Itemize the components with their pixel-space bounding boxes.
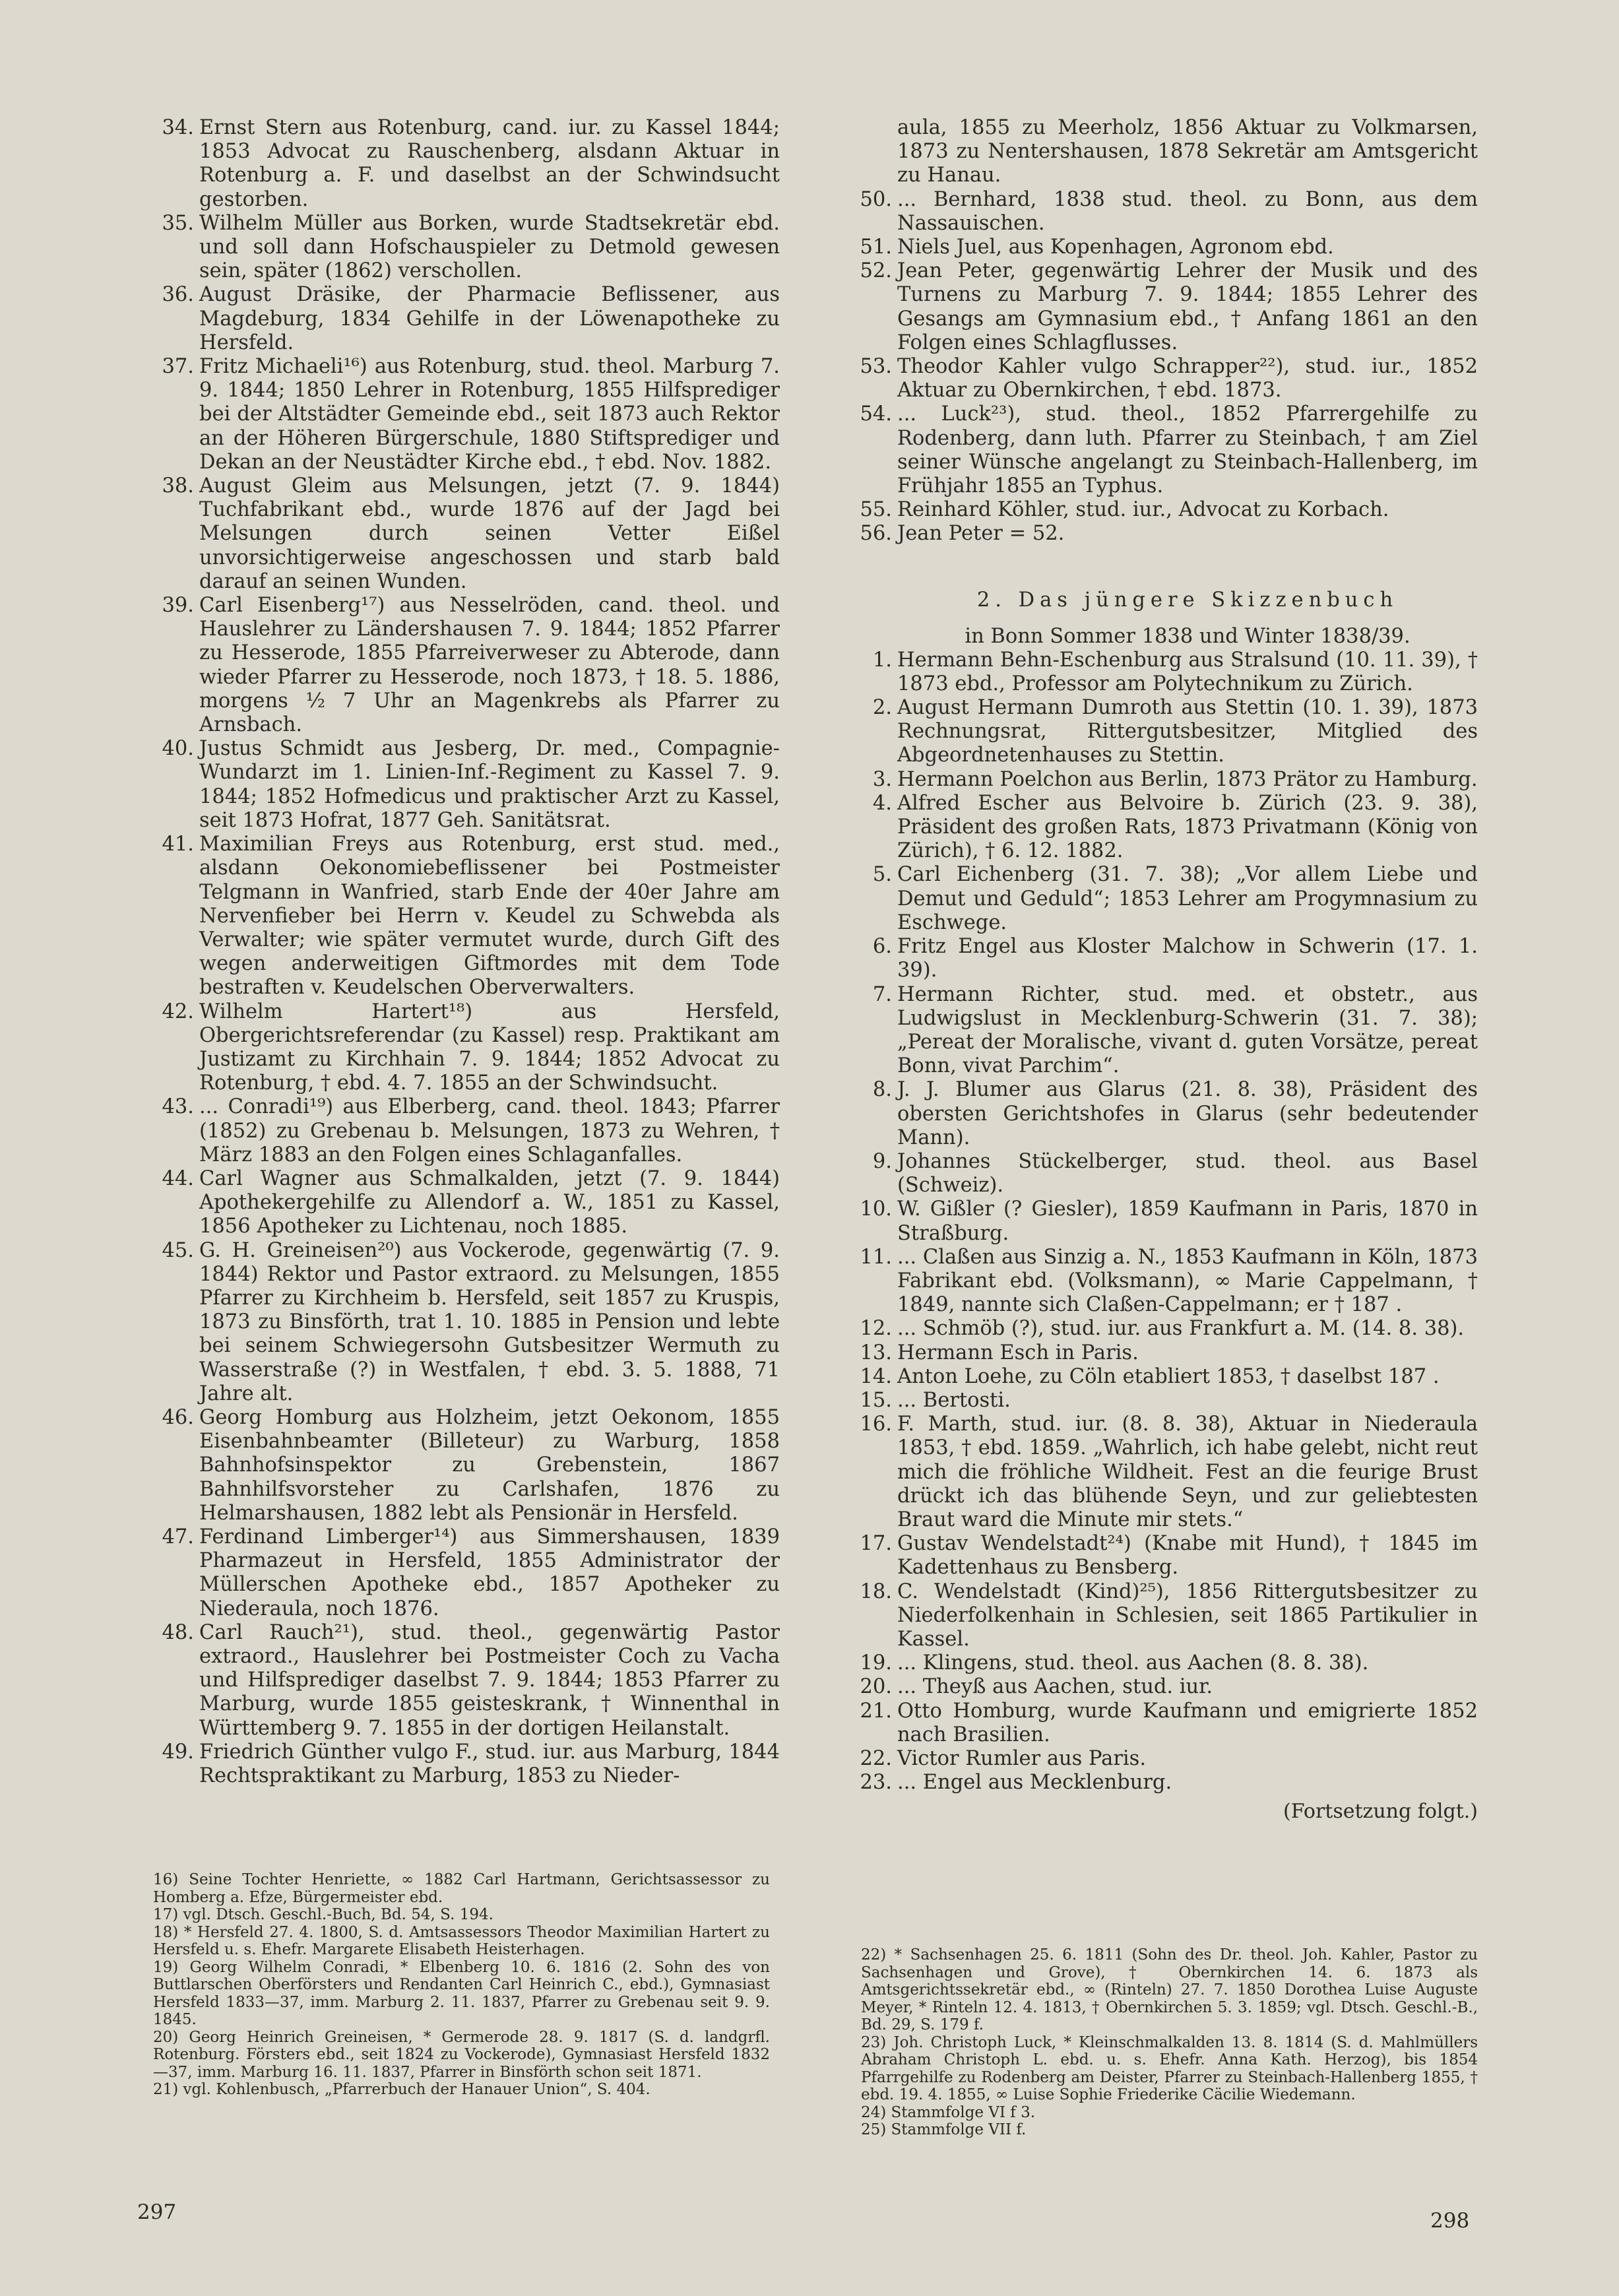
footnote: 24) Stammfolge VI f 3. [861,2103,1036,2121]
list-item [851,1700,1478,1747]
list-item [153,594,780,737]
entry-text: Carl Wagner aus Schmalkalden, jetzt (7. 9. 1844) Apothekergehilfe zu Allendorf a. W., 1851 zu Kassel, 1856 Apotheker zu Lichtenau, noch 1885. [199,1166,780,1238]
entry-text: Alfred Escher aus Belvoire b. Zürich (23. 9. 38), Präsident des großen Rats, 1873 Privatmann (König von Zürich), † 6. 12. 1882. [897,791,1478,863]
entry-number: 4. [872,791,892,815]
entry-number: 50. [860,187,892,211]
entry-number: 44. [162,1166,194,1190]
list-item [153,833,780,1000]
entry-number: 40. [162,737,194,761]
entry-text: ... Luck²³), stud. theol., 1852 Pfarrergehilfe zu Rodenberg, dann luth. Pfarrer zu Steinbach, † am Ziel seiner Wünsche angelangt zu Steinbach-Hallenberg, im Frühjahr 1855 an Typhus. [897,402,1478,498]
entry-text: ... Bernhard, 1838 stud. theol. zu Bonn, aus dem Nassauischen. [897,187,1478,235]
entry-number: 8. [872,1078,892,1102]
list-item [153,1000,780,1096]
entry-text: Jean Peter, gegenwärtig Lehrer der Musik und des Turnens zu Marburg 7. 9. 1844; 1855 Lehrer des Gesangs am Gymnasium ebd., † Anfang 1861 an den Folgen eines Schlagflusses. [897,259,1478,354]
list-item [851,768,1478,792]
footnote: 20) Georg Heinrich Greineisen, * Germerode 28. 9. 1817 (S. d. landgrfl. Rotenburg. Försters ebd., seit 1824 zu Vockerode), Gymnasiast Hersfeld 1832—37, imm. Marburg 16. 11. 1837, Pfarrer in Binsförth schon seit 1871. [153,2028,770,2081]
entry-text: Hermann Esch in Paris. [897,1341,1139,1364]
entry-text: August Gleim aus Melsungen, jetzt (7. 9. 1844) Tuchfabrikant ebd., wurde 1876 auf der Jagd bei Melsungen durch seinen Vetter Eißel unvorsichtigerweise angeschossen und starb bald darauf an seinen Wunden. [199,474,780,593]
list-item [153,212,780,284]
entry-text: ... Claßen aus Sinzig a. N., 1853 Kaufmann in Köln, 1873 Fabrikant ebd. (Volksmann), ∞ Marie Cappelmann, † 1849, nannte sich Claßen-Cappelmann; er † 187 . [897,1245,1478,1317]
left-column [153,116,780,1788]
continuation-text: aula, 1855 zu Meerholz, 1856 Aktuar zu Volkmarsen, 1873 zu Nentershausen, 1878 Sekretär am Amtsgericht zu Hanau. [897,116,1478,187]
entry-number: 48. [162,1620,194,1644]
entry-text: Carl Eichenberg (31. 7. 38); „Vor allem Liebe und Demut und Geduld“; 1853 Lehrer am Progymnasium zu Eschwege. [897,863,1478,934]
entry-number: 1. [872,648,892,672]
entry-list-a [851,188,1478,546]
list-item [851,1365,1478,1389]
footnote: 19) Georg Wilhelm Conradi, * Elbenberg 10. 6. 1816 (2. Sohn des von Buttlarschen Oberförsters und Rendanten Carl Heinrich C., ebd.), Gymnasiast Hersfeld 1833—37, imm. Marburg 2. 11. 1837, Pfarrer zu Grebenau seit 9. 9. 1845. [153,1958,770,2028]
list-item [851,1651,1478,1675]
list-item [851,1675,1478,1699]
entry-text: Gustav Wendelstadt²⁴) (Knabe mit Hund), † 1845 im Kadettenhaus zu Bensberg. [897,1532,1478,1579]
entry-text: ... Bertosti. [897,1388,1011,1412]
entry-text: Hermann Richter, stud. med. et obstetr., aus Ludwigslust in Mecklenburg-Schwerin (31. 7. 38); „Pereat der Moralische, vivant d. guten Vorsätze, pereat Bonn, vivat Parchim“. [897,982,1478,1078]
entry-number: 7. [872,982,892,1006]
entry-text: Anton Loehe, zu Cöln etabliert 1853, † daselbst 187 . [897,1364,1440,1388]
list-item [153,116,780,212]
footnotes-left [153,1871,770,2099]
section-title: 2. Das jüngere Skizzenbuch [976,588,1399,612]
entry-number: 22. [860,1747,892,1770]
entry-text: Fritz Michaeli¹⁶) aus Rotenburg, stud. theol. Marburg 7. 9. 1844; 1850 Lehrer in Rotenburg, 1855 Hilfsprediger bei der Altstädter Gemeinde ebd., seit 1873 auch Rektor an der Höheren Bürgerschule, 1880 Stiftsprediger und Dekan an der Neustädter Kirche ebd., † ebd. Nov. 1882. [199,355,780,474]
list-item [153,474,780,594]
entry-text: ... Schmöb (?), stud. iur. aus Frankfurt a. M. (14. 8. 38). [897,1317,1465,1341]
entry-number: 6. [872,935,892,959]
entry-list-b [851,649,1478,1795]
entry-number: 43. [162,1095,194,1119]
list-item [851,188,1478,236]
entry-text: Friedrich Günther vulgo F., stud. iur. aus Marburg, 1844 Rechtspraktikant zu Marburg, 1853 zu Nieder- [199,1740,780,1788]
list-item [851,863,1478,935]
list-item [851,1078,1478,1150]
entry-text: Fritz Engel aus Kloster Malchow in Schwerin (17. 1. 39). [897,935,1478,982]
entry-number: 37. [162,355,194,379]
entry-number: 39. [162,594,194,618]
entry-number: 51. [860,236,892,259]
entry-text: Reinhard Köhler, stud. iur., Advocat zu Korbach. [897,498,1389,522]
entry-text: Ernst Stern aus Rotenburg, cand. iur. zu Kassel 1844; 1853 Advocat zu Rauschenberg, alsdann Aktuar in Rotenburg a. F. und daselbst an der Schwindsucht gestorben. [199,116,780,211]
footnote: 22) * Sachsenhagen 25. 6. 1811 (Sohn des Dr. theol. Joh. Kahler, Pastor zu Sachsenhagen und Grove), † Obernkirchen 14. 6. 1873 als Amtsgerichtssekretär ebd., ∞ (Rinteln) 27. 7. 1850 Dorothea Luise Auguste Meyer, * Rinteln 12. 4. 1813, † Obernkirchen 5. 3. 1859; vgl. Dtsch. Geschl.-B., Bd. 29, S. 179 f. [861,1946,1478,2033]
list-item [153,1740,780,1788]
entry-number: 20. [860,1675,892,1699]
list-item [851,1771,1478,1795]
entry-number: 23. [860,1771,892,1795]
footnote: 23) Joh. Christoph Luck, * Kleinschmalkalden 13. 8. 1814 (S. d. Mahlmüllers Abraham Christoph L. ebd. u. s. Ehefr. Anna Kath. Herzog), bis 1854 Pfarrgehilfe zu Rodenberg am Deister, Pfarrer zu Steinbach-Hallenberg 1855, † ebd. 19. 4. 1855, ∞ Luise Sophie Friederike Cäcilie Wiedemann. [861,2033,1478,2103]
footnote: 25) Stammfolge VII f. [861,2121,1027,2138]
footnote: 18) * Hersfeld 27. 4. 1800, S. d. Amtsassessors Theodor Maximilian Hartert zu Hersfeld u. s. Ehefr. Margarete Elisabeth Heisterhagen. [153,1923,770,1958]
entry-number: 5. [872,863,892,887]
list-item [851,498,1478,522]
footnote: 16) Seine Tochter Henriette, ∞ 1882 Carl Hartmann, Gerichtsassessor zu Homberg a. Efze, Bürgermeister ebd. [153,1871,770,1906]
list-item [153,1621,780,1740]
list-item [851,1413,1478,1532]
entry-text: Maximilian Freys aus Rotenburg, erst stud. med., alsdann Oekonomiebeflissener bei Postmeister Telgmann in Wanfried, starb Ende der 40er Jahre am Nervenfieber bei Herrn v. Keudel zu Schwebda als Verwalter; wie später vermutet wurde, durch Gift des wegen anderweitigen Giftmordes mit dem Tode bestraften v. Keudelschen Oberverwalters. [199,833,780,1000]
entry-text: Hermann Behn-Eschenburg aus Stralsund (10. 11. 39), † 1873 ebd., Professor am Polytechnikum zu Zürich. [897,648,1478,695]
entry-text: G. H. Greineisen²⁰) aus Vockerode, gegenwärtig (7. 9. 1844) Rektor und Pastor extraord. zu Melsungen, 1855 Pfarrer zu Kirchheim b. Hersfeld, seit 1857 zu Kruspis, 1873 zu Binsförth, trat 1. 10. 1885 in Pension und lebte bei seinem Schwiegersohn Gutsbesitzer Wermuth zu Wasserstraße (?) in Westfalen, † ebd. 3. 5. 1888, 71 Jahre alt. [199,1238,780,1405]
entry-text: ... Klingens, stud. theol. aus Aachen (8. 8. 38). [897,1651,1369,1675]
entry-text: Johannes Stückelberger, stud. theol. aus Basel (Schweiz). [897,1149,1478,1197]
page-number-right: 298 [1430,2209,1470,2233]
entry-text: Ferdinand Limberger¹⁴) aus Simmershausen, 1839 Pharmazeut in Hersfeld, 1855 Administrator der Müllerschen Apotheke ebd., 1857 Apotheker zu Niederaula, noch 1876. [199,1525,780,1620]
entry-number: 10. [860,1197,892,1221]
entry-number: 13. [860,1341,892,1364]
entry-number: 36. [162,283,194,307]
entry-text: Niels Juel, aus Kopenhagen, Agronom ebd. [897,236,1334,259]
list-item [851,1197,1478,1245]
entry-number: 42. [162,1000,194,1023]
entry-number: 38. [162,474,194,498]
entry-text: Otto Homburg, wurde Kaufmann und emigrierte 1852 nach Brasilien. [897,1699,1478,1746]
entry-number: 16. [860,1413,892,1436]
list-item [153,1525,780,1621]
entry-text: August Dräsike, der Pharmacie Beflissener, aus Magdeburg, 1834 Gehilfe in der Löwenapotheke zu Hersfeld. [199,283,780,354]
list-item [851,935,1478,982]
entry-number: 21. [860,1699,892,1723]
entry-text: Wilhelm Müller aus Borken, wurde Stadtsekretär ebd. und soll dann Hofschauspieler zu Detmold gewesen sein, später (1862) verschollen. [199,211,780,283]
list-item [153,1095,780,1167]
list-item [851,792,1478,864]
list-item [153,283,780,355]
list-item [153,355,780,474]
entry-text: W. Gißler (? Giesler), 1859 Kaufmann in Paris, 1870 in Straßburg. [897,1197,1478,1245]
entry-number: 19. [860,1651,892,1675]
continued-note: (Fortsetzung folgt.) [1283,1800,1478,1824]
entry-number: 12. [860,1317,892,1341]
list-item [851,696,1478,768]
entry-number: 52. [860,259,892,283]
list-item [851,1317,1478,1341]
entry-text: Carl Rauch²¹), stud. theol., gegenwärtig Pastor extraord., Hauslehrer bei Postmeister Coch zu Vacha und Hilfsprediger daselbst 7. 9. 1844; 1853 Pfarrer zu Marburg, wurde 1855 geisteskrank, † Winnenthal in Württemberg 9. 7. 1855 in der dortigen Heilanstalt. [199,1620,780,1740]
entry-number: 55. [860,498,892,522]
list-item [851,1246,1478,1318]
entry-number: 15. [860,1388,892,1412]
section-subtitle: in Bonn Sommer 1838 und Winter 1838/39. [965,624,1411,648]
list-item [851,522,1478,546]
list-item [851,649,1478,696]
entry-number: 34. [162,116,194,139]
entry-number: 35. [162,211,194,235]
entry-number: 54. [860,402,892,426]
right-column [851,116,1478,1823]
entry-text: Jean Peter = 52. [897,522,1065,546]
list-item [851,1150,1478,1197]
page-number-left: 297 [137,2200,177,2224]
list-item [153,1167,780,1239]
list-item [851,1341,1478,1365]
list-item [851,355,1478,402]
entry-text: Wilhelm Hartert¹⁸) aus Hersfeld, Obergerichtsreferendar (zu Kassel) resp. Praktikant am Justizamt zu Kirchhain 7. 9. 1844; 1852 Advocat zu Rotenburg, † ebd. 4. 7. 1855 an der Schwindsucht. [199,1000,780,1095]
entry-number: 17. [860,1532,892,1556]
entry-number: 53. [860,355,892,379]
entry-text: J. J. Blumer aus Glarus (21. 8. 38), Präsident des obersten Gerichtshofes in Glarus (sehr bedeutender Mann). [897,1078,1478,1149]
entry-number: 49. [162,1740,194,1764]
entry-number: 14. [860,1364,892,1388]
entry-text: ... Engel aus Mecklenburg. [897,1771,1172,1795]
entry-text: Georg Homburg aus Holzheim, jetzt Oekonom, 1855 Eisenbahnbeamter (Billeteur) zu Warburg, 1858 Bahnhofsinspektor zu Grebenstein, 1867 Bahnhilfsvorsteher zu Carlshafen, 1876 zu Helmarshausen, 1882 lebt als Pensionär in Hersfeld. [199,1405,780,1525]
entry-text: Justus Schmidt aus Jesberg, Dr. med., Compagnie-Wundarzt im 1. Linien-Inf.-Regiment zu Kassel 7. 9. 1844; 1852 Hofmedicus und praktischer Arzt zu Kassel, seit 1873 Hofrat, 1877 Geh. Sanitätsrat. [199,737,780,832]
entry-number: 18. [860,1579,892,1603]
entry-text: ... Conradi¹⁹) aus Elberberg, cand. theol. 1843; Pfarrer (1852) zu Grebenau b. Melsungen, 1873 zu Wehren, † März 1883 an den Folgen eines Schlaganfalles. [199,1095,780,1166]
entry-number: 9. [872,1149,892,1173]
entry-number: 11. [860,1245,892,1269]
list-item [851,259,1478,355]
list-item [851,1389,1478,1413]
entry-text: August Hermann Dumroth aus Stettin (10. 1. 39), 1873 Rechnungsrat, Rittergutsbesitzer, Mitglied des Abgeordnetenhauses zu Stettin. [897,696,1478,767]
list-item [851,1747,1478,1771]
list-item [851,983,1478,1079]
footnote: 21) vgl. Kohlenbusch, „Pfarrerbuch der Hanauer Union“, S. 404. [153,2081,651,2098]
entry-text: F. Marth, stud. iur. (8. 8. 38), Aktuar in Niederaula 1853, † ebd. 1859. „Wahrlich, ich habe gelebt, nicht reut mich die fröhliche Wildheit. Fest an die feurige Brust drückt ich das blühende Seyn, und zur geliebtesten Braut ward die Minute mir stets.“ [897,1413,1478,1531]
list-item [153,737,780,833]
list-item [153,1406,780,1525]
footnote: 17) vgl. Dtsch. Geschl.-Buch, Bd. 54, S. 194. [153,1906,493,1923]
footnotes-right [861,1946,1478,2139]
list-item [851,236,1478,259]
entry-number: 2. [872,696,892,720]
entry-number: 45. [162,1238,194,1262]
entry-number: 3. [872,767,892,791]
entry-text: ... Theyß aus Aachen, stud. iur. [897,1675,1213,1699]
entry-number: 46. [162,1405,194,1429]
list-item [851,1580,1478,1652]
entry-text: C. Wendelstadt (Kind)²⁵), 1856 Rittergutsbesitzer zu Niederfolkenhain in Schlesien, seit 1865 Partikulier in Kassel. [897,1579,1478,1651]
entry-number: 41. [162,833,194,856]
entry-text: Carl Eisenberg¹⁷) aus Nesselröden, cand. theol. und Hauslehrer zu Ländershausen 7. 9. 1844; 1852 Pfarrer zu Hesserode, 1855 Pfarreiverweser zu Abterode, dann wieder Pfarrer zu Hesserode, noch 1873, † 18. 5. 1886, morgens ½ 7 Uhr an Magenkrebs als Pfarrer zu Arnsbach. [199,594,780,737]
entry-text: Hermann Poelchon aus Berlin, 1873 Prätor zu Hamburg. [897,767,1478,791]
list-item [153,1239,780,1406]
entry-number: 47. [162,1525,194,1548]
entry-number: 56. [860,522,892,546]
list-item [851,1532,1478,1579]
entry-text: Victor Rumler aus Paris. [897,1747,1147,1770]
list-item [851,402,1478,498]
entry-text: Theodor Kahler vulgo Schrapper²²), stud. iur., 1852 Aktuar zu Obernkirchen, † ebd. 1873. [897,355,1478,402]
